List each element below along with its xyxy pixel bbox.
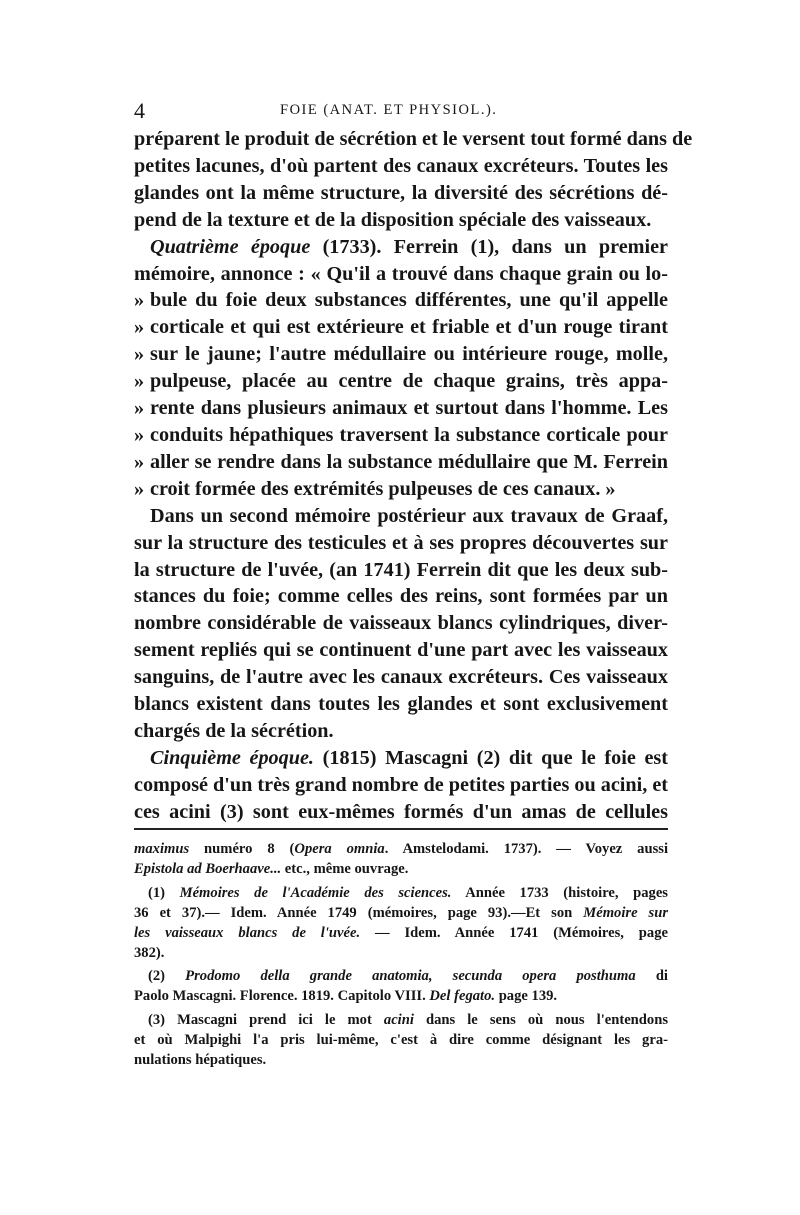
text-fragment: bule du foie deux substances différentes, une qu'il appelle bbox=[150, 289, 668, 312]
text-line: pend de la texture et de la disposition spéciale des vaisseaux. bbox=[134, 208, 652, 231]
footnote-line bbox=[134, 967, 668, 987]
italic-text: Epistola ad Boerhaave... bbox=[134, 860, 282, 877]
paragraph-2 bbox=[134, 234, 668, 503]
footnote-3 bbox=[134, 1011, 668, 1071]
italic-text: maximus bbox=[134, 841, 190, 857]
quote-line bbox=[134, 314, 668, 341]
footnote-2 bbox=[134, 967, 668, 1007]
text-line: glandes ont la même structure, la diversité des sécrétions dé- bbox=[134, 181, 668, 204]
footnote-line bbox=[134, 1011, 668, 1031]
text-fragment: rente dans plusieurs animaux et surtout dans l'homme. Les bbox=[150, 397, 668, 420]
quote-line bbox=[134, 395, 668, 422]
text-line: sur la structure des testicules et à ses propres découvertes sur bbox=[134, 531, 668, 554]
footnotes bbox=[134, 840, 668, 1075]
quote-mark: » bbox=[134, 370, 145, 393]
italic-text: Del fegato. bbox=[429, 988, 496, 1005]
text-line: préparent le produit de sécrétion et le versent tout formé dans de bbox=[134, 128, 693, 150]
quote-mark: » bbox=[134, 423, 145, 446]
quote-line bbox=[134, 422, 668, 449]
italic-text: Opera omnia bbox=[294, 841, 385, 857]
footnote-line bbox=[134, 840, 668, 860]
text-line: stances du foie; comme celles des reins, sont formées par un bbox=[134, 585, 668, 608]
quote-mark: » bbox=[134, 450, 145, 473]
text-fragment: aller se rendre dans la substance médullaire que M. Ferrein bbox=[150, 450, 668, 473]
footnote-1 bbox=[134, 884, 668, 964]
text-line: sanguins, de l'autre avec les canaux excréteurs. Ces vaisseaux bbox=[134, 666, 668, 689]
quote-line bbox=[134, 287, 668, 314]
text-fragment: pulpeuse, placée au centre de chaque grains, très appa- bbox=[150, 370, 668, 393]
footnote-line bbox=[134, 987, 668, 1007]
text-fragment: (1733). Ferrein (1), dans un premier bbox=[322, 235, 669, 258]
footnote-line bbox=[134, 860, 668, 880]
text-fragment: croit formée des extrémités pulpeuses de ces canaux. » bbox=[150, 477, 616, 500]
text-line: la structure de l'uvée, (an 1741) Ferrein dit que les deux sub- bbox=[134, 558, 668, 581]
text-fragment: (3) Mascagni prend ici le mot bbox=[148, 1012, 384, 1029]
quote-mark: » bbox=[134, 316, 145, 339]
quote-line bbox=[134, 368, 668, 395]
footnote-line: 382). bbox=[134, 944, 165, 961]
text-fragment: corticale et qui est extérieure et friable et d'un rouge tirant bbox=[150, 316, 668, 339]
footnote-rule bbox=[134, 828, 668, 830]
text-fragment: di bbox=[635, 968, 668, 985]
text-fragment: 36 et 37).— Idem. Année 1749 (mémoires, page 93).—Et son bbox=[134, 904, 584, 921]
text-line: sement repliés qui se continuent d'une part avec les vaisseaux bbox=[134, 639, 668, 662]
footnote-marker: (2) bbox=[148, 968, 186, 985]
text-fragment: page 139. bbox=[495, 988, 558, 1005]
quote-mark: » bbox=[134, 477, 145, 500]
italic-text: Mémoire sur bbox=[583, 904, 669, 921]
footnote-line bbox=[134, 904, 668, 924]
text-fragment: Année 1733 (histoire, pages bbox=[451, 884, 668, 901]
quote-mark: » bbox=[134, 289, 145, 312]
text-line bbox=[134, 234, 668, 261]
text-line bbox=[134, 745, 668, 772]
section-heading: Quatrième époque bbox=[150, 235, 311, 258]
italic-text: acini bbox=[383, 1012, 414, 1029]
text-fragment: sur le jaune; l'autre médullaire ou intérieure rouge, molle, bbox=[150, 343, 668, 366]
text-fragment: — Idem. Année 1741 (Mémoires, page bbox=[360, 924, 668, 941]
text-fragment: conduits hépathiques traversent la substance corticale pour bbox=[150, 423, 668, 446]
text-line: petites lacunes, d'où partent des canaux excréteurs. Toutes les bbox=[134, 154, 668, 177]
italic-text: Mémoires de l'Académie des sciences. bbox=[179, 884, 452, 901]
text-line: blancs existent dans toutes les glandes et sont exclusivement bbox=[134, 693, 668, 716]
footnote-line bbox=[134, 924, 668, 944]
text-line: mémoire, annonce : « Qu'il a trouvé dans chaque grain ou lo- bbox=[134, 262, 668, 285]
text-line: Dans un second mémoire postérieur aux travaux de Graaf, bbox=[150, 504, 668, 527]
quote-line bbox=[134, 476, 668, 503]
text-fragment: Paolo Mascagni. Florence. 1819. Capitolo VIII. bbox=[134, 988, 430, 1005]
footnote-line bbox=[134, 884, 668, 904]
footnote-line: nulations hépatiques. bbox=[134, 1052, 267, 1069]
text-fragment: . Amstelodami. 1737). — Voyez aussi bbox=[384, 841, 668, 857]
text-fragment: etc., même ouvrage. bbox=[281, 860, 409, 877]
running-head: FOIE (ANAT. ET PHYSIOL.). bbox=[280, 102, 498, 118]
text-line: ces acini (3) sont eux-mêmes formés d'un amas de cellules bbox=[134, 800, 668, 823]
quote-mark: » bbox=[134, 343, 145, 366]
page-number: 4 bbox=[134, 98, 145, 123]
footnote-line: et où Malpighi l'a pris lui-même, c'est à dire comme désignant les gra- bbox=[134, 1032, 668, 1049]
paragraph-3 bbox=[134, 503, 668, 745]
text-line: chargés de la sécrétion. bbox=[134, 719, 334, 742]
footnote-marker: (1) bbox=[148, 884, 180, 901]
paragraph-1 bbox=[134, 126, 693, 234]
quote-mark: » bbox=[134, 397, 145, 420]
page-header bbox=[134, 98, 668, 124]
text-line: composé d'un très grand nombre de petites parties ou acini, et bbox=[134, 773, 669, 796]
footnote-continuation bbox=[134, 840, 668, 880]
main-text bbox=[134, 126, 693, 826]
section-heading: Cinquième époque. bbox=[150, 746, 314, 769]
text-fragment: numéro 8 ( bbox=[189, 841, 295, 857]
paragraph-4 bbox=[134, 745, 668, 826]
quote-line bbox=[134, 449, 668, 476]
text-fragment: dans le sens où nous l'entendons bbox=[413, 1012, 669, 1029]
italic-text: Prodomo della grande anatomia, secunda opera posthuma bbox=[185, 968, 636, 985]
text-line: nombre considérable de vaisseaux blancs cylindriques, diver- bbox=[134, 612, 668, 635]
italic-text: les vaisseaux blancs de l'uvée. bbox=[134, 924, 361, 941]
text-fragment: (1815) Mascagni (2) dit que le foie est bbox=[322, 746, 668, 769]
quote-line bbox=[134, 341, 668, 368]
